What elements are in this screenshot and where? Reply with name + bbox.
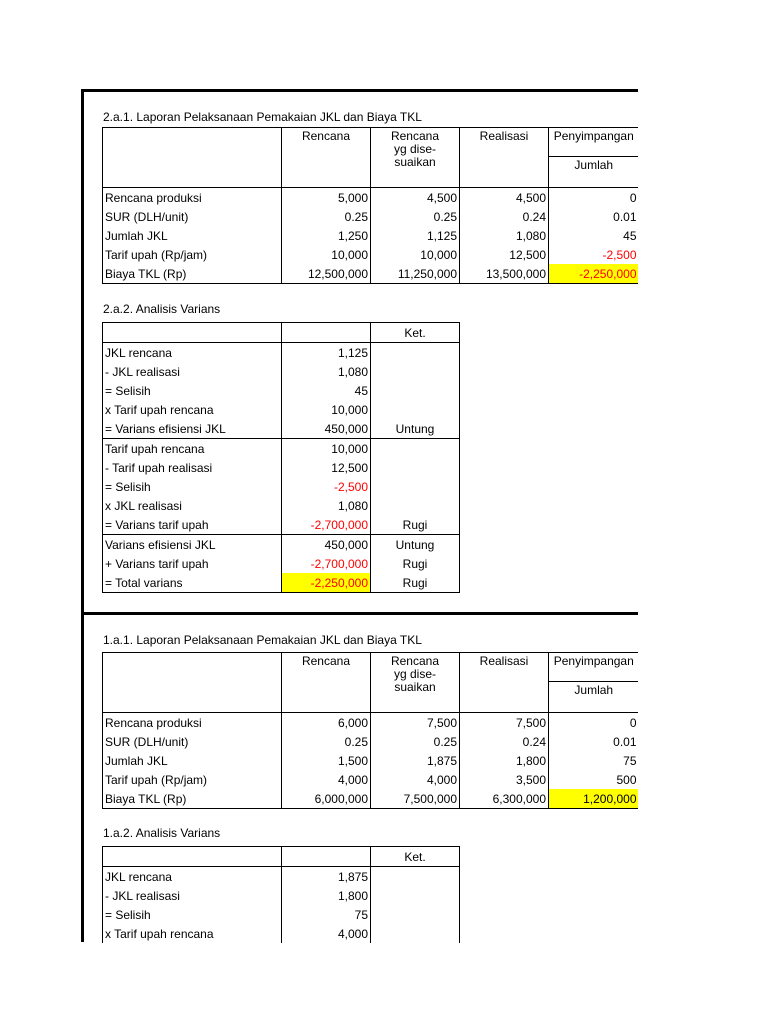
table-row: = Selisih 75	[103, 905, 460, 924]
table-row: x Tarif upah rencana 10,000	[103, 400, 460, 419]
table-row: - JKL realisasi 1,800	[103, 886, 460, 905]
header-rencana: Rencana	[282, 128, 371, 188]
header-blank	[282, 323, 371, 343]
header-realisasi: Realisasi	[460, 653, 549, 713]
variance-table-1a2	[102, 846, 460, 943]
table-row: Tarif upah rencana 10,000	[103, 439, 460, 459]
table-row: Tarif upah (Rp/jam) 10,000 10,000 12,500 -2,500	[103, 245, 639, 264]
header-rencana: Rencana	[282, 653, 371, 713]
header-blank	[103, 653, 282, 713]
header-blank	[103, 323, 282, 343]
section-title-2a1: 2.a.1. Laporan Pelaksanaan Pemakaian JKL dan Biaya TKL	[103, 110, 422, 124]
header-jumlah: Jumlah	[574, 158, 614, 172]
crop-mask	[638, 0, 768, 1024]
header-blank	[103, 847, 282, 867]
table-row: Varians efisiensi JKL 450,000 Untung	[103, 535, 460, 555]
section-divider-line	[81, 612, 638, 615]
table-row: = Total varians -2,250,000 Rugi	[103, 573, 460, 593]
table-row: Biaya TKL (Rp) 12,500,000 11,250,000 13,500,000 -2,250,000	[103, 264, 639, 284]
table-row: Tarif upah (Rp/jam) 4,000 4,000 3,500 500	[103, 770, 639, 789]
table-row: = Selisih 45	[103, 381, 460, 400]
section-title-2a2: 2.a.2. Analisis Varians	[103, 302, 221, 316]
table-row: x Tarif upah rencana 4,000	[103, 924, 460, 943]
table-row: = Varians tarif upah -2,700,000 Rugi	[103, 515, 460, 535]
header-disesuaikan: Rencana yg dise- suaikan	[371, 128, 460, 188]
header-penyimpangan: Penyimpangan	[549, 128, 639, 157]
table-row: x JKL realisasi 1,080	[103, 496, 460, 515]
table-row: Rencana produksi 6,000 7,500 7,500 0	[103, 713, 639, 733]
table-row: JKL rencana 1,875	[103, 867, 460, 887]
table-row: = Varians efisiensi JKL 450,000 Untung	[103, 419, 460, 439]
left-border-line	[81, 89, 84, 942]
header-jumlah: Jumlah	[574, 683, 614, 697]
section-title-1a1: 1.a.1. Laporan Pelaksanaan Pemakaian JKL dan Biaya TKL	[103, 633, 422, 647]
report-table-1a1	[102, 652, 639, 809]
table-row: - Tarif upah realisasi 12,500	[103, 458, 460, 477]
table-row: SUR (DLH/unit) 0.25 0.25 0.24 0.01	[103, 207, 639, 226]
header-ket: Ket.	[371, 323, 460, 343]
table-row: Biaya TKL (Rp) 6,000,000 7,500,000 6,300,000 1,200,000	[103, 789, 639, 809]
table-row: = Selisih -2,500	[103, 477, 460, 496]
header-penyimpangan: Penyimpangan	[549, 653, 639, 682]
table-row: Jumlah JKL 1,500 1,875 1,800 75	[103, 751, 639, 770]
table-row: Rencana produksi 5,000 4,500 4,500 0	[103, 188, 639, 208]
section-title-1a2: 1.a.2. Analisis Varians	[103, 826, 221, 840]
header-ket: Ket.	[371, 847, 460, 867]
header-disesuaikan: Rencana yg dise- suaikan	[371, 653, 460, 713]
table-row: JKL rencana 1,125	[103, 343, 460, 363]
variance-table-2a2	[102, 322, 460, 593]
table-row: + Varians tarif upah -2,700,000 Rugi	[103, 554, 460, 573]
table-row: SUR (DLH/unit) 0.25 0.25 0.24 0.01	[103, 732, 639, 751]
report-table-2a1	[102, 127, 639, 284]
header-blank	[103, 128, 282, 188]
header-blank	[282, 847, 371, 867]
header-realisasi: Realisasi	[460, 128, 549, 188]
table-row: - JKL realisasi 1,080	[103, 362, 460, 381]
top-border-line	[81, 89, 638, 92]
table-row: Jumlah JKL 1,250 1,125 1,080 45	[103, 226, 639, 245]
